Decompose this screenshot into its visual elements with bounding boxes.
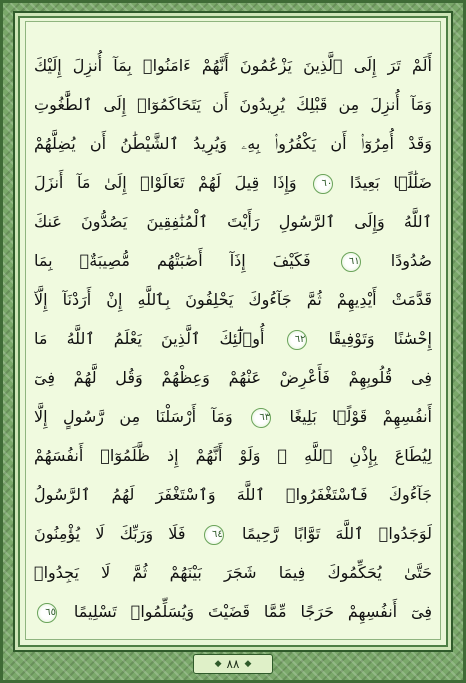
ornament-icon: ◆ [244, 659, 252, 669]
text-line [34, 319, 432, 358]
text-line [34, 202, 432, 241]
verse-lines [34, 46, 432, 631]
quran-page [25, 21, 441, 640]
verse-number-marker: ٦٠ [313, 174, 333, 194]
text-line [34, 553, 432, 592]
verse-text: فِى قُلُوبِهِمْ فَأَعْرِضْ عَنْهُمْ وَعِظْهُمْ وَقُل لَّهُمْ فِىٓ [34, 368, 432, 387]
text-line [34, 163, 432, 202]
verse-number-marker: ٦٢ [287, 330, 307, 350]
verse-text: ٱللَّهُ وَإِلَى ٱلرَّسُولِ رَأَيْتَ ٱلْمُنَٰفِقِينَ يَصُدُّونَ عَنكَ [34, 212, 432, 231]
verse-text: وَمَآ أَرْسَلْنَا مِن رَّسُولٍ إِلَّا [34, 407, 233, 426]
ornament-icon: ◆ [214, 659, 222, 669]
verse-text: وَإِذَا قِيلَ لَهُمْ تَعَالَوْا۟ إِلَىٰ مَآ أَنزَلَ [34, 173, 297, 192]
text-line [34, 358, 432, 397]
verse-text: وَمَآ أُنزِلَ مِن قَبْلِكَ يُرِيدُونَ أَن يَتَحَاكَمُوٓا۟ إِلَى ٱلطَّٰغُوتِ [34, 95, 432, 114]
text-line [34, 85, 432, 124]
verse-text: إِحْسَٰنًا وَتَوْفِيقًا [328, 329, 432, 348]
page-number: ٨٨ [226, 657, 240, 671]
verse-text: جَآءُوكَ فَٱسْتَغْفَرُوا۟ ٱللَّهَ وَٱسْتَغْفَرَ لَهُمُ ٱلرَّسُولُ [34, 485, 432, 504]
verse-text: وَقَدْ أُمِرُوٓا۟ أَن يَكْفُرُوا۟ بِهِۦ وَيُرِيدُ ٱلشَّيْطَٰنُ أَن يُضِلَّهُمْ [34, 134, 432, 153]
text-line [34, 280, 432, 319]
text-line [34, 397, 432, 436]
text-line [34, 241, 432, 280]
text-line [34, 124, 432, 163]
verse-text: قَدَّمَتْ أَيْدِيهِمْ ثُمَّ جَآءُوكَ يَحْلِفُونَ بِٱللَّهِ إِنْ أَرَدْنَآ إِلَّآ [34, 290, 432, 309]
verse-text: أَنفُسِهِمْ قَوْلًۢا بَلِيغًا [289, 407, 432, 426]
verse-number-marker: ٦١ [341, 252, 361, 272]
verse-number-marker: ٦٣ [251, 408, 271, 428]
text-line [34, 514, 432, 553]
verse-text: فَكَيْفَ إِذَآ أَصَٰبَتْهُم مُّصِيبَةٌۢ بِمَا [34, 251, 311, 270]
text-line [34, 592, 432, 631]
verse-text: فِىٓ أَنفُسِهِمْ حَرَجًا مِّمَّا قَضَيْتَ وَيُسَلِّمُوا۟ تَسْلِيمًا [73, 602, 432, 621]
verse-text: أُو۟لَٰٓئِكَ ٱلَّذِينَ يَعْلَمُ ٱللَّهُ مَا [34, 329, 265, 348]
verse-text: لَوَجَدُوا۟ ٱللَّهَ تَوَّابًا رَّحِيمًا [241, 524, 432, 543]
text-line [34, 436, 432, 475]
verse-text: لِيُطَاعَ بِإِذْنِ ٱللَّهِ ۚ وَلَوْ أَنَّهُمْ إِذ ظَّلَمُوٓا۟ أَنفُسَهُمْ [34, 446, 432, 465]
page-number-box [193, 654, 273, 674]
verse-number-marker: ٦٤ [204, 525, 224, 545]
verse-text: أَلَمْ تَرَ إِلَى ٱلَّذِينَ يَزْعُمُونَ أَنَّهُمْ ءَامَنُوا۟ بِمَآ أُنزِلَ إِلَيْكَ [34, 56, 432, 75]
verse-number-marker: ٦٥ [37, 603, 57, 623]
verse-text: ضَلَٰلًۢا بَعِيدًا [349, 173, 432, 192]
text-line [34, 475, 432, 514]
verse-text: حَتَّىٰ يُحَكِّمُوكَ فِيمَا شَجَرَ بَيْنَهُمْ ثُمَّ لَا يَجِدُوا۟ [34, 563, 432, 582]
verse-text: فَلَا وَرَبِّكَ لَا يُؤْمِنُونَ [34, 524, 186, 543]
text-line [34, 46, 432, 85]
verse-text: صُدُودًا [390, 251, 432, 270]
